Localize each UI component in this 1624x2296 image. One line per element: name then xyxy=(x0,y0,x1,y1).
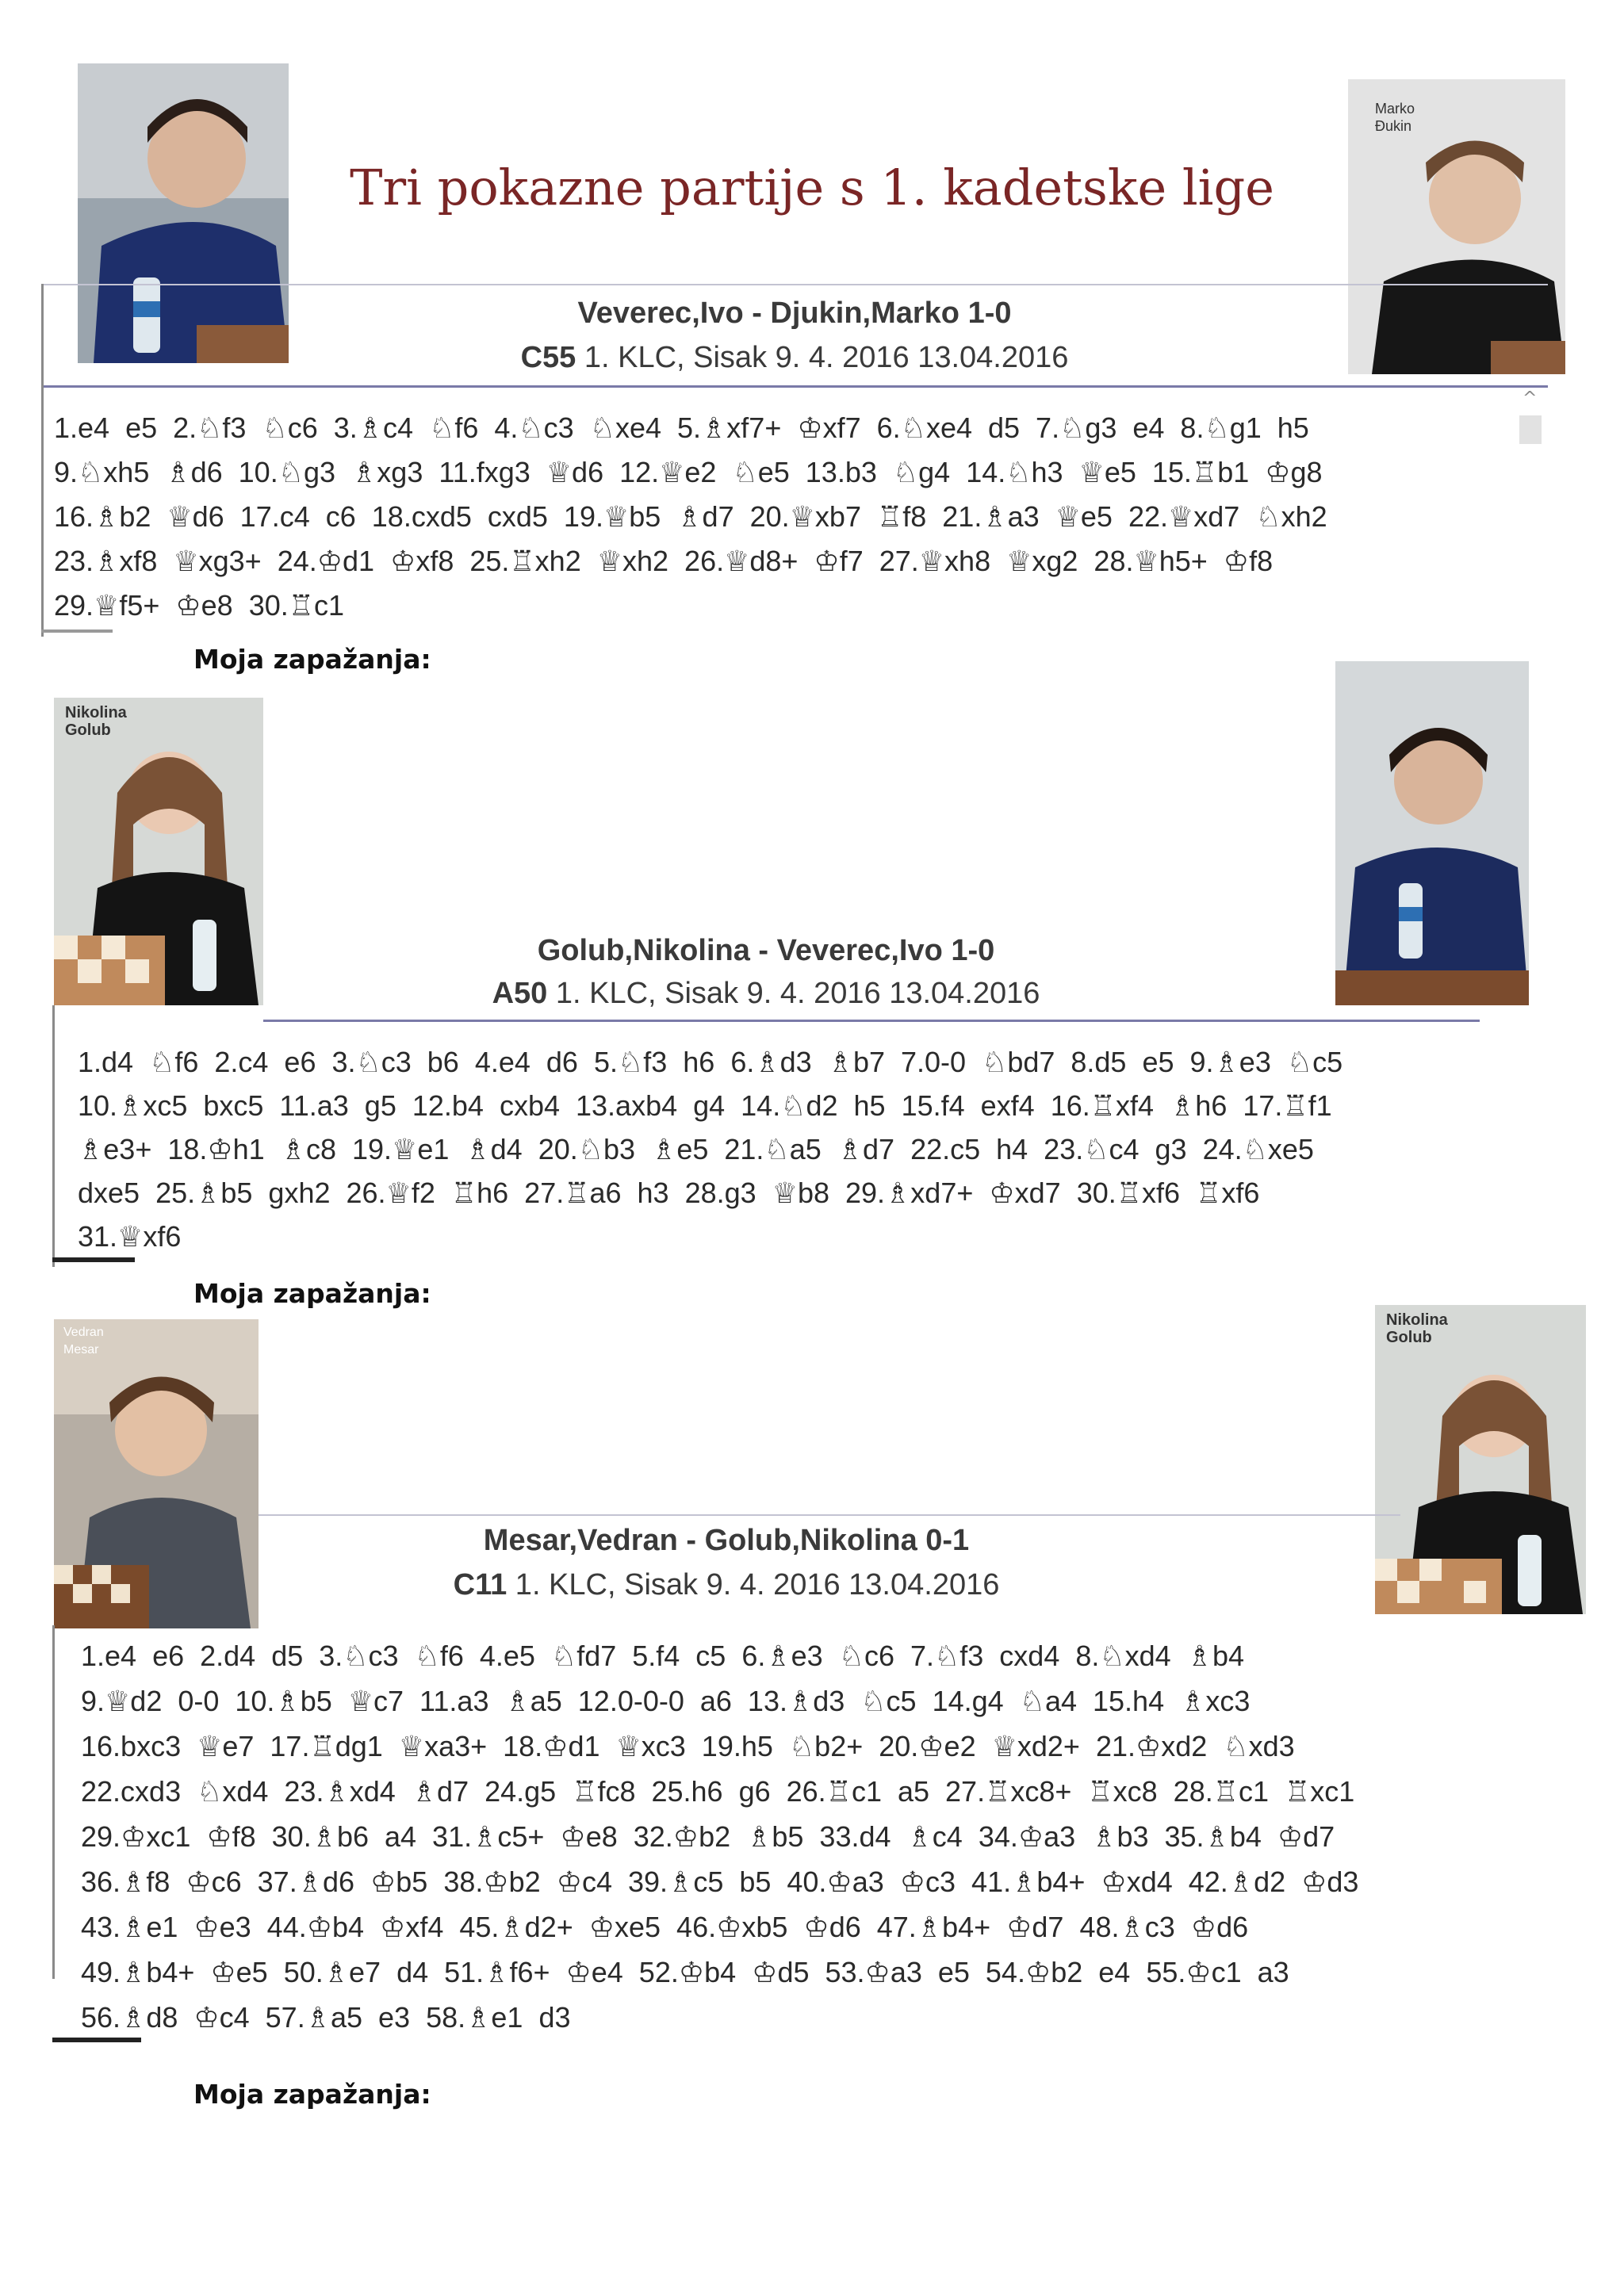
event-info: 1. KLC, Sisak 9. 4. 2016 13.04.2016 xyxy=(576,341,1069,374)
panel-left-border xyxy=(52,1625,55,1979)
photo-name-tag: Nikolina Golub xyxy=(65,704,127,739)
game-info xyxy=(41,341,1548,375)
game-viewer xyxy=(41,284,1548,633)
notes-label: Moja zapažanja: xyxy=(193,2079,431,2110)
move-line: 36.♗f8 ♔c6 37.♗d6 ♔b5 38.♔b2 ♔c4 39.♗c5 b5 40.♔a3 ♔c3 41.♗b4+ ♔xd4 42.♗d2 ♔d3 xyxy=(81,1866,1359,1898)
event-info: 1. KLC, Sisak 9. 4. 2016 13.04.2016 xyxy=(547,977,1040,1010)
eco-code: C55 xyxy=(520,341,576,374)
panel-bottom-mark xyxy=(52,2038,141,2042)
move-line: 56.♗d8 ♔c4 57.♗a5 e3 58.♗e1 d3 xyxy=(81,2001,571,2034)
game-viewer xyxy=(52,1514,1400,2053)
move-line: 16.♗b2 ♕d6 17.c4 c6 18.cxd5 cxd5 19.♕b5 ♗d7 20.♕xb7 ♖f8 21.♗a3 ♕e5 22.♕xd7 ♘xh2 xyxy=(54,500,1327,533)
notes-label: Moja zapažanja: xyxy=(193,1278,431,1309)
move-list xyxy=(78,1040,1342,1258)
move-line: 43.♗e1 ♔e3 44.♔b4 ♔xf4 45.♗d2+ ♔xe5 46.♔xb5 ♔d6 47.♗b4+ ♔d7 48.♗c3 ♔d6 xyxy=(81,1911,1249,1943)
panel-bottom-mark xyxy=(52,1257,135,1262)
game-info xyxy=(52,1568,1400,1602)
move-line: 1.d4 ♘f6 2.c4 e6 3.♘c3 b6 4.e4 d6 5.♘f3 h6 6.♗d3 ♗b7 7.0-0 ♘bd7 8.d5 e5 9.♗e3 ♘c5 xyxy=(78,1046,1343,1078)
notes-label: Moja zapažanja: xyxy=(193,644,431,675)
move-line: 9.♕d2 0-0 10.♗b5 ♕c7 11.a3 ♗a5 12.0-0-0 a6 13.♗d3 ♘c5 14.g4 ♘a4 15.h4 ♗xc3 xyxy=(81,1685,1251,1717)
move-line: 29.♔xc1 ♔f8 30.♗b6 a4 31.♗c5+ ♔e8 32.♔b2 ♗b5 33.d4 ♗c4 34.♔a3 ♗b3 35.♗b4 ♔d7 xyxy=(81,1820,1335,1853)
game-players: Veverec,Ivo - Djukin,Marko 1-0 xyxy=(577,297,1012,330)
move-line: 1.e4 e5 2.♘f3 ♘c6 3.♗c4 ♘f6 4.♘c3 ♘xe4 5.♗xf7+ ♔xf7 6.♘xe4 d5 7.♘g3 e4 8.♘g1 h5 xyxy=(54,411,1309,444)
panel-left-border xyxy=(41,284,44,637)
move-line: 49.♗b4+ ♔e5 50.♗e7 d4 51.♗f6+ ♔e4 52.♔b4 ♔d5 53.♔a3 e5 54.♔b2 e4 55.♔c1 a3 xyxy=(81,1956,1289,1988)
divider xyxy=(41,284,1548,285)
move-line: 31.♕xf6 xyxy=(78,1220,182,1253)
move-line: 23.♗xf8 ♕xg3+ 24.♔d1 ♔xf8 25.♖xh2 ♕xh2 26.♕d8+ ♔f7 27.♕xh8 ♕xg2 28.♕h5+ ♔f8 xyxy=(54,545,1274,577)
eco-code: A50 xyxy=(492,977,548,1010)
header-separator xyxy=(41,385,1548,388)
divider xyxy=(259,1514,1400,1516)
move-line: 29.♕f5+ ♔e8 30.♖c1 xyxy=(54,589,345,622)
move-line: dxe5 25.♗b5 gxh2 26.♕f2 ♖h6 27.♖a6 h3 28.g3 ♕b8 29.♗xd7+ ♔xd7 30.♖xf6 ♖xf6 xyxy=(78,1177,1260,1209)
event-info: 1. KLC, Sisak 9. 4. 2016 13.04.2016 xyxy=(507,1568,1000,1601)
panel-left-border xyxy=(52,1005,55,1267)
photo-name-tag: Nikolina Golub xyxy=(1386,1311,1448,1346)
scroll-thumb[interactable] xyxy=(1519,415,1542,444)
photo-name-tag: Marko Đukin xyxy=(1375,101,1415,134)
game-info xyxy=(52,977,1480,1011)
move-list xyxy=(54,406,1327,628)
move-list xyxy=(81,1633,1358,2040)
player-photo xyxy=(1375,1305,1586,1614)
eco-code: C11 xyxy=(453,1568,508,1601)
move-line: 22.cxd3 ♘xd4 23.♗xd4 ♗d7 24.g5 ♖fc8 25.h6 g6 26.♖c1 a5 27.♖xc8+ ♖xc8 28.♖c1 ♖xc1 xyxy=(81,1775,1355,1808)
move-line: ♗e3+ 18.♔h1 ♗c8 19.♕e1 ♗d4 20.♘b3 ♗e5 21.♘a5 ♗d7 22.c5 h4 23.♘c4 g3 24.♘xe5 xyxy=(78,1133,1314,1165)
game-viewer xyxy=(52,926,1480,1259)
game-players: Mesar,Vedran - Golub,Nikolina 0-1 xyxy=(483,1524,970,1557)
move-line: 16.bxc3 ♕e7 17.♖dg1 ♕xa3+ 18.♔d1 ♕xc3 19.h5 ♘b2+ 20.♔e2 ♕xd2+ 21.♔xd2 ♘xd3 xyxy=(81,1730,1295,1762)
game-players: Golub,Nikolina - Veverec,Ivo 1-0 xyxy=(537,934,995,967)
photo-image xyxy=(1375,1305,1586,1614)
move-line: 10.♗xc5 bxc5 11.a3 g5 12.b4 cxb4 13.axb4 g4 14.♘d2 h5 15.f4 exf4 16.♖xf4 ♗h6 17.♖f1 xyxy=(78,1089,1332,1122)
header-separator xyxy=(263,1020,1480,1022)
photo-name-tag: Vedran Mesar xyxy=(63,1326,104,1357)
page-title: Tri pokazne partije s 1. kadetske lige xyxy=(350,159,1274,216)
panel-bottom-mark xyxy=(41,629,113,633)
move-line: 9.♘xh5 ♗d6 10.♘g3 ♗xg3 11.fxg3 ♕d6 12.♕e2 ♘e5 13.b3 ♘g4 14.♘h3 ♕e5 15.♖b1 ♔g8 xyxy=(54,456,1323,488)
scroll-up-icon[interactable]: ^ xyxy=(1522,388,1538,408)
move-line: 1.e4 e6 2.d4 d5 3.♘c3 ♘f6 4.e5 ♘fd7 5.f4 c5 6.♗e3 ♘c6 7.♘f3 cxd4 8.♘xd4 ♗b4 xyxy=(81,1640,1244,1672)
